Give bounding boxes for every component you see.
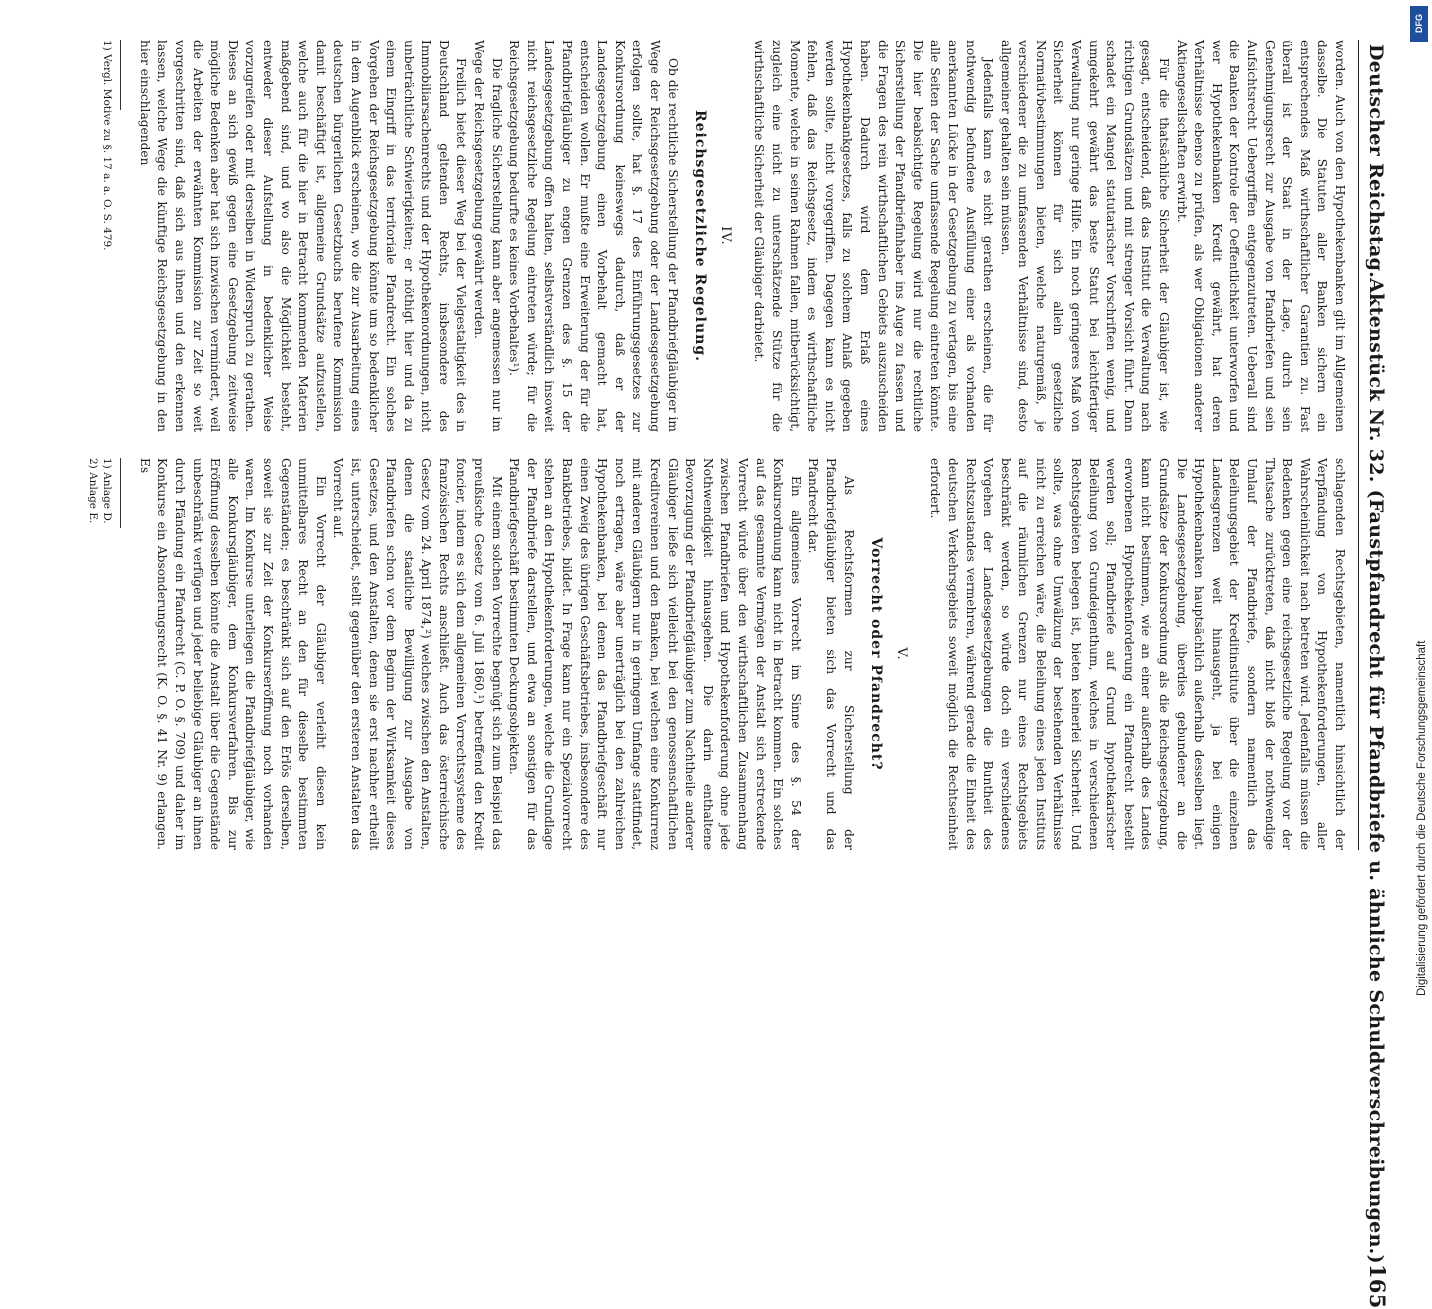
section-number: IV. — [717, 226, 733, 246]
digitization-credit — [1402, 0, 1432, 1000]
footnote-rule — [120, 458, 121, 528]
paragraph: Freilich bietet dieser Weg bei der Vielgestaltigkeit des in Deutschland geltenden Rechts, insbesondere des Immobiliarsachenrechts und der Hypothekenordnungen, nicht unbeträchtliche Schwierigkeiten; er nöthigt hier und da zu einem Eingriff in das territoriale Pfandrecht. Ein solches Vorgehen der Reichsgesetzgebung könnte um so bedenklicher in dem Augenblick erscheinen, wo die zur Ausarbeitung eines deutschen bürgerlichen Gesetzbuchs berufene Kommission damit beschäftigt ist, allgemeine Grundsätze aufzustellen, welche auch für die hier in Betracht kommenden Materien maßgebend sind, und wo also die Möglichkeit besteht, entweder dieser Aufstellung in bedenklicher Weise vorzugreifen oder mit derselben in Widerspruch zu gerathen. Dieses an sich gewiß gegen eine Gesetzgebung zeitweise mögliche Bedenken aber hat sich inzwischen vermindert, weil die Arbeiten der erwähnten Kommission zur Zeit so weit vorgeschritten sind, daß sich aus ihnen und den erkennen lassen, welche Wege die künftige Reichsgesetzgebung in den hier einschlagenden — [137, 40, 469, 432]
footnote: 1) Anlage D. — [101, 458, 114, 524]
page-number: 165 — [1365, 1263, 1390, 1309]
right-column — [87, 458, 1348, 850]
paragraph: Für die thatsächliche Sicherheit der Gläubiger ist, wie gesagt, entscheidend, daß das Institut die Verwaltung nach richtigen Grundsätzen und mit strenger Vorsicht führt. Dann schadet ein Mangel statutarischer Vorschriften wenig, und umgekehrt gewährt das beste Statut bei leichtfertiger Verwaltung nur geringe Hilfe. Ein noch geringeres Maß von Sicherheit können für sich allein gesetzliche Normativbestimmungen bieten, welche naturgemäß, je verschiedener die zu umfassenden Verhältnisse sind, desto allgemeiner gehalten sein müssen. — [998, 40, 1172, 432]
credit-line: Digitalisierung gefördert durch die Deutsche Forschungsgemeinschaft — [1416, 640, 1428, 996]
running-head — [1358, 40, 1390, 1309]
footnote: 2) Anlage E. — [87, 458, 100, 524]
paragraph: Ob die rechtliche Sicherstellung der Pfandbriefgläubiger im Wege der Reichsgesetzgebung oder der Landesgesetzgebung erfolgen sollte, hat §. 17 des Einführungsgesetzes zur Konkursordnung keineswegs dadurch, daß er der Landesgesetzgebung einen Vorbehalt gemacht hat, entscheiden wollen. Er mußte eine Erweiterung der für die Pfandbriefgläubiger zu engen Grenzen des §. 15 der Landesgesetzgebung offen halten, selbstverständlich insoweit nicht reichsgesetzliche Regelung eintreten würde; für die Reichsgesetzgebung bedurfte es keines Vorbehaltes¹). — [507, 40, 680, 432]
paragraph: worden. Auch von den Hypothekenbanken gilt im Allgemeinen dasselbe. Die Statuten aller Banken sichern ein entsprechendes Maß wirthschaftlicher Garantien zu. Fast überall ist der Staat in der Lage, durch sein Genehmigungsrecht zur Ausgabe von Pfandbriefen und sein Aufsichtsrecht Uebergriffen entgegenzutreten. Ueberall sind die Banken der Kontrole der Oeffentlichkeit unterworfen und wer Hypothekenbanken Kredit gewährt, hat deren Verhältnisse ebenso zu prüfen, als wer Obligationen anderer Aktiengesellschaften erwirbt. — [1174, 40, 1347, 432]
paragraph: Mit einem solchen Vorrechte begnügt sich zum Beispiel das preußische Gesetz vom 6. Juli 1860,¹) betreffend den Kredit foncier, indem es sich dem allgemeinen Vorrechtssysteme des französischen Rechts anschließt. Auch das österreichische Gesetz vom 24. April 1874,²) welches zwischen den Anstalten, denen die staatliche Bewilligung zur Ausgabe von Pfandbriefen schon vor dem Beginn der Wirksamkeit dieses Gesetzes, und den Anstalten, denen sie erst nachher ertheilt ist, unterscheidet, stellt gegenüber den ersteren Anstalten das Vorrecht auf. — [331, 458, 504, 850]
paragraph: schlagenden Rechtsgebieten, namentlich hinsichtlich der Verpfändung von Hypothekenforderungen, aller Wahrscheinlichkeit nach betreten wird. Jedenfalls müssen die Bedenken gegen eine reichsgesetzliche Regelung vor der Thatsache zurücktreten, daß nicht bloß der nothwendige Umlauf der Pfandbriefe, sondern namentlich das Beleihungsgebiet der Kreditinstitute über die einzelnen Landesgrenzen weit hinausgeht, ja bei einigen Hypothekenbanken hauptsächlich außerhalb desselben liegt. Die Landesgesetzgebung, überdies gebundener an die Grundsätze der Konkursordnung als die Reichsgesetzgebung, kann nicht bestimmen, wie an einer außerhalb des Landes erworbenen Hypothekenforderung ein Pfandrecht bestellt werden soll; Pfandbriefe auf Grund hypothekarischer Beleihung von Grundeigenthum, welches in verschiedenen Rechtsgebieten belegen ist, bieten keinerlei Sicherheit. Und sollte, was ohne Umwälzung der bestehenden Verhältnisse nicht zu erreichen wäre, die Beleihung eines jeden Instituts auf die räumlichen Grenzen nur eines Rechtsgebiets beschränkt werden, so würde doch ein verschiedenes Vorgehen der Landesgesetzgebungen die Buntheit des Rechtszustandes vermehren, während gerade die Einheit des deutschen Verkehrsgebiets soweit möglich die Rechtseinheit erfordert. — [928, 458, 1347, 850]
text-columns — [87, 40, 1348, 850]
dfg-logo: DFG — [1410, 6, 1428, 42]
paragraph: Die fragliche Sicherstellung kann aber angemessen nur im Wege der Reichsgesetzgebung gewährt werden. — [472, 40, 504, 432]
paragraph: Jedenfalls kann es nicht gerathen erscheinen, die für nothwendig befundene Ausfüllung einer als vorhanden anerkannten Lücke in der Gesetzgebung zu vertagen, bis eine alle Seiten der Sache umfassende Regelung eintreten könnte. Die hier beabsichtigte Regelung wird nur die rechtliche Sicherstellung der Pfandbriefinhaber ins Auge zu fassen und die Fragen des rein wirthschaftlichen Gebiets auszuscheiden haben. Dadurch wird dem Erlaß eines Hypothekenbankgesetzes, falls zu solchem Anlaß gegeben werden sollte, nicht vorgegriffen. Dagegen kann es nicht fehlen, daß das Reichsgesetz, indem es wirthschaftliche Momente, welche in seinen Rahmen fallen, mitberücksichtigt, zugleich eine nicht zu unterschätzende Stütze für die wirthschaftliche Sicherheit der Gläubiger darbietet. — [752, 40, 996, 432]
left-column — [101, 40, 1348, 432]
running-head-left: Deutscher Reichstag. — [1365, 44, 1387, 279]
footnote: 1) Vergl. Motive zu §. 17 a. a. O. S. 479. — [101, 40, 114, 251]
running-head-center: Aktenstück Nr. 32. (Faustpfandrecht für Pfandbriefe u. ähnliche Schuldverschreibungen.) — [1365, 278, 1387, 1264]
footnote-rule — [120, 40, 121, 110]
section-title: Vorrecht oder Pfandrecht? — [868, 537, 885, 771]
paragraph: Ein Vorrecht der Gläubiger verleiht diesen kein unmittelbares Recht an den für dieselbe bestimmten Gegenständen; es beschränkt sich auf den Erlös derselben, soweit sie zur Zeit der Konkurseröffnung noch vorhanden waren. Im Konkurse unterliegen die Pfandbriefgläubiger, wie alle Konkursgläubiger, dem Konkursverfahren. Bis zur Eröffnung desselben könnte die Anstalt über die Gegenstände unbeschränkt verfügen und jeder beliebige Gläubiger an ihnen durch Pfändung ein Pfandrecht (C. P. O. §. 709) und daher im Konkurse ein Absonderungsrecht (K. O. §. 41 Nr. 9) erlangen. Es — [137, 458, 328, 850]
section-number: V. — [893, 647, 909, 661]
paragraph: Als Rechtsformen zur Sicherstellung der Pfandbriefgläubiger bieten sich das Vorrecht und das Pfandrecht dar. — [806, 458, 856, 850]
section-title: Reichsgesetzliche Regelung. — [692, 109, 709, 363]
paragraph: Ein allgemeines Vorrecht im Sinne des §. 54 der Konkursordnung kann nicht in Betracht kommen. Ein solches auf das gesammte Vermögen der Anstalt sich erstreckende Vorrecht würde über den wirthschaftlichen Zusammenhang zwischen Pfandbriefen und Hypothekenforderung ohne jede Nothwendigkeit hinausgehen. Die darin enthaltene Bevorzugung der Pfandbriefgläubiger zum Nachtheile anderer Gläubiger ließe sich vielleicht bei den genossenschaftlichen Kreditvereinen und den Banken, bei welchen eine Konkurrenz mit anderen Gläubigern nur in geringem Umfange stattfindet, noch ertragen, wäre aber unerträglich bei den zahlreichen Hypothekenbanken, bei denen das Pfandbriefgeschäft nur einen Zweig des übrigen Geschäftsbetriebes, insbesondere des Bankbetriebes, bildet. In Frage kann nur ein Spezialvorrecht stehen an den Hypothekenforderungen, welche die Grundlage der Pfandbriefe darstellen, und etwa an sonstigen für das Pfandbriefgeschäft bestimmten Deckungsobjekten. — [507, 458, 803, 850]
